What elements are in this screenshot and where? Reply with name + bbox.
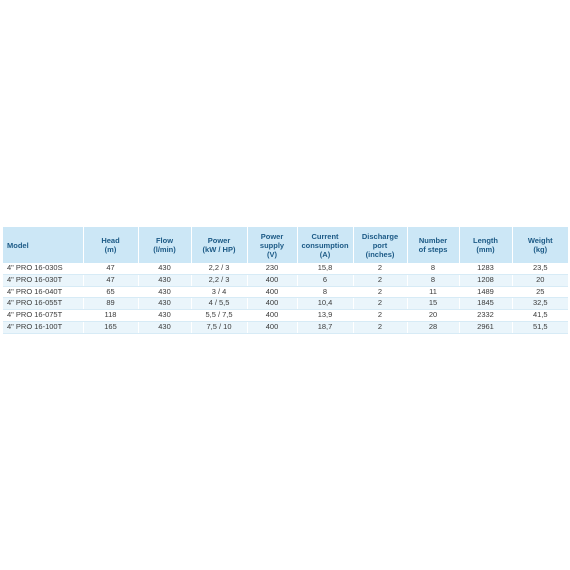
cell-power-supply: 230 — [247, 263, 297, 274]
cell-model: 4" PRO 16-030T — [3, 274, 83, 286]
cell-steps: 28 — [407, 321, 459, 333]
cell-weight: 32,5 — [512, 298, 568, 310]
pump-spec-table — [3, 227, 568, 334]
cell-current: 10,4 — [297, 298, 353, 310]
table-row — [3, 274, 568, 286]
header-power-supply: Power supply (V) — [247, 227, 297, 263]
cell-power: 3 / 4 — [191, 286, 247, 298]
cell-discharge: 2 — [353, 298, 407, 310]
header-model: Model — [3, 227, 83, 263]
cell-length: 1208 — [459, 274, 512, 286]
cell-weight: 41,5 — [512, 310, 568, 322]
cell-flow: 430 — [138, 263, 191, 274]
cell-steps: 8 — [407, 274, 459, 286]
table-row — [3, 298, 568, 310]
cell-discharge: 2 — [353, 274, 407, 286]
cell-current: 18,7 — [297, 321, 353, 333]
cell-power-supply: 400 — [247, 310, 297, 322]
cell-model: 4" PRO 16-040T — [3, 286, 83, 298]
cell-head: 47 — [83, 263, 138, 274]
cell-flow: 430 — [138, 321, 191, 333]
cell-length: 1283 — [459, 263, 512, 274]
table-row — [3, 310, 568, 322]
table-row — [3, 286, 568, 298]
cell-weight: 51,5 — [512, 321, 568, 333]
header-length: Length (mm) — [459, 227, 512, 263]
cell-power-supply: 400 — [247, 298, 297, 310]
cell-head: 165 — [83, 321, 138, 333]
cell-head: 89 — [83, 298, 138, 310]
cell-power-supply: 400 — [247, 321, 297, 333]
cell-length: 2961 — [459, 321, 512, 333]
header-power: Power (kW / HP) — [191, 227, 247, 263]
cell-discharge: 2 — [353, 321, 407, 333]
cell-weight: 25 — [512, 286, 568, 298]
cell-steps: 8 — [407, 263, 459, 274]
cell-power: 2,2 / 3 — [191, 274, 247, 286]
cell-flow: 430 — [138, 310, 191, 322]
header-number-of-steps: Number of steps — [407, 227, 459, 263]
cell-power: 4 / 5,5 — [191, 298, 247, 310]
header-weight: Weight (kg) — [512, 227, 568, 263]
table-row — [3, 263, 568, 274]
cell-flow: 430 — [138, 298, 191, 310]
table-header-row — [3, 227, 568, 263]
cell-current: 6 — [297, 274, 353, 286]
cell-length: 1845 — [459, 298, 512, 310]
cell-current: 8 — [297, 286, 353, 298]
cell-current: 13,9 — [297, 310, 353, 322]
cell-power-supply: 400 — [247, 286, 297, 298]
cell-steps: 20 — [407, 310, 459, 322]
cell-discharge: 2 — [353, 263, 407, 274]
cell-current: 15,8 — [297, 263, 353, 274]
cell-head: 65 — [83, 286, 138, 298]
header-flow: Flow (l/min) — [138, 227, 191, 263]
header-head: Head (m) — [83, 227, 138, 263]
header-discharge-port: Discharge port (inches) — [353, 227, 407, 263]
cell-power: 5,5 / 7,5 — [191, 310, 247, 322]
cell-weight: 20 — [512, 274, 568, 286]
header-current-consumption: Current consumption (A) — [297, 227, 353, 263]
cell-length: 2332 — [459, 310, 512, 322]
cell-power-supply: 400 — [247, 274, 297, 286]
cell-model: 4" PRO 16-055T — [3, 298, 83, 310]
cell-steps: 15 — [407, 298, 459, 310]
cell-flow: 430 — [138, 286, 191, 298]
table-row — [3, 321, 568, 333]
cell-model: 4" PRO 16-100T — [3, 321, 83, 333]
cell-length: 1489 — [459, 286, 512, 298]
cell-discharge: 2 — [353, 310, 407, 322]
cell-head: 47 — [83, 274, 138, 286]
cell-flow: 430 — [138, 274, 191, 286]
cell-power: 7,5 / 10 — [191, 321, 247, 333]
cell-discharge: 2 — [353, 286, 407, 298]
cell-steps: 11 — [407, 286, 459, 298]
cell-power: 2,2 / 3 — [191, 263, 247, 274]
cell-weight: 23,5 — [512, 263, 568, 274]
cell-head: 118 — [83, 310, 138, 322]
cell-model: 4" PRO 16-075T — [3, 310, 83, 322]
cell-model: 4" PRO 16-030S — [3, 263, 83, 274]
